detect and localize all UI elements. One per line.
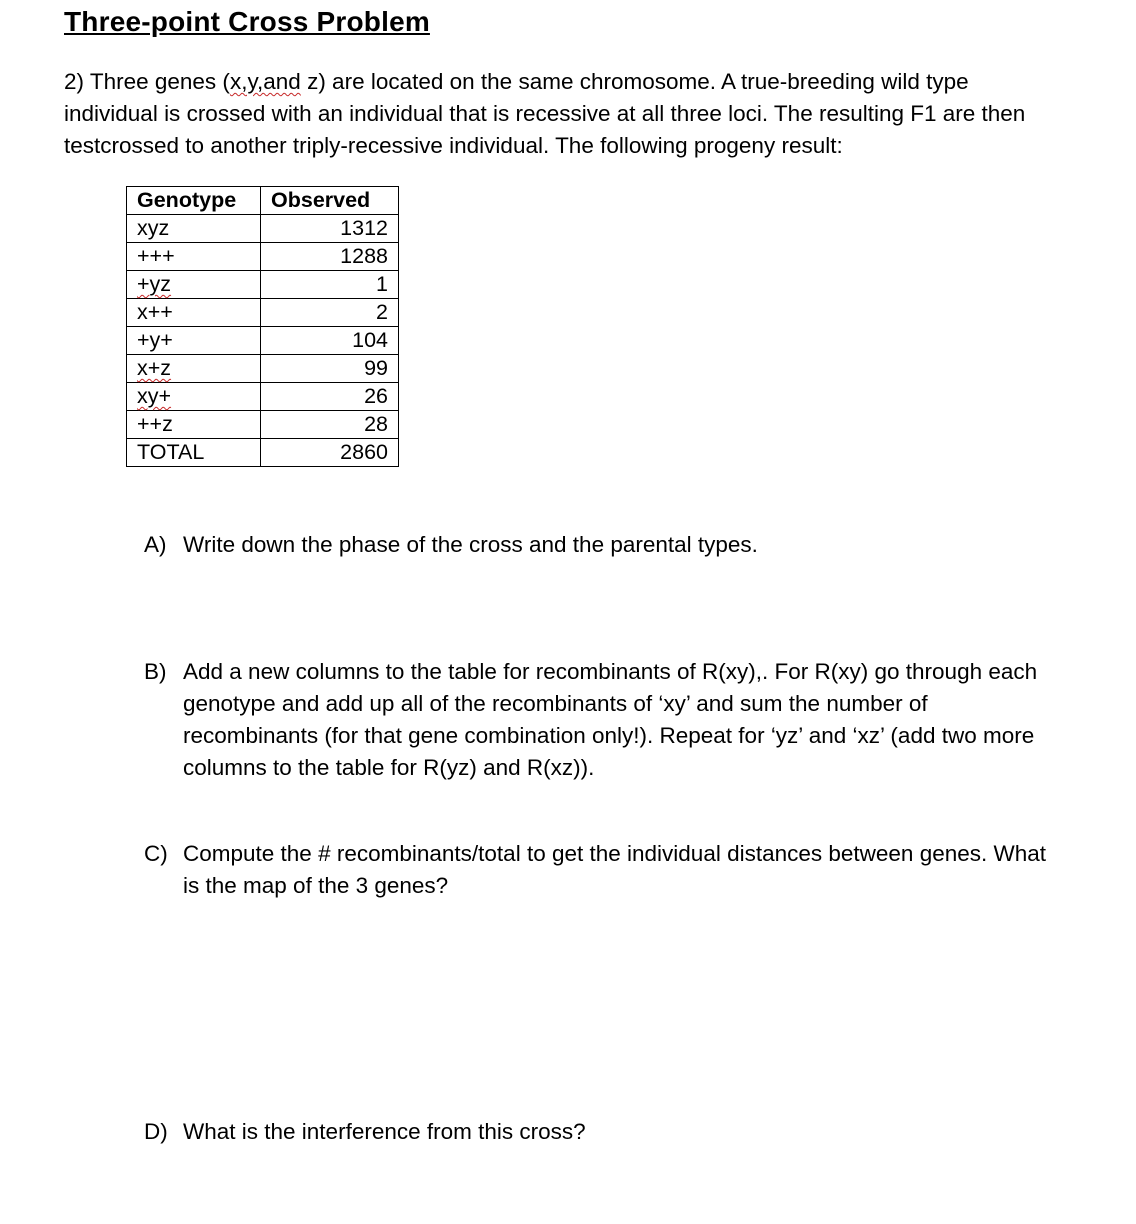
genotype-text: xy+	[137, 384, 172, 408]
question-d	[144, 1116, 1064, 1148]
observed-cell: 26	[261, 383, 399, 411]
question-b-text: Add a new columns to the table for recombinants of R(xy),. For R(xy) go through each genotype and add up all of the recombinants of ‘xy’ and sum the number of recombinants (for that gene combination only!). Repeat for ‘yz’ and ‘xz’ (add two more columns to the table for R(yz) and R(xz)).	[183, 659, 1038, 780]
question-c-text: Compute the # recombinants/total to get the individual distances between genes. What is the map of the 3 genes?	[183, 841, 1047, 898]
genotype-cell: x++	[127, 299, 261, 327]
table-row	[127, 355, 399, 383]
observed-cell: 2	[261, 299, 399, 327]
page-title: Three-point Cross Problem	[64, 6, 430, 37]
observed-cell: 99	[261, 355, 399, 383]
observed-header: Observed	[261, 187, 399, 215]
table-row	[127, 243, 399, 271]
table-header-row	[127, 187, 399, 215]
genotype-text: +yz	[137, 272, 172, 296]
observed-cell: 28	[261, 411, 399, 439]
genotype-cell	[127, 271, 261, 299]
question-d-text: What is the interference from this cross?	[183, 1119, 586, 1144]
genotype-text: x+z	[137, 356, 172, 380]
genotype-cell	[127, 355, 261, 383]
question-a-text: Write down the phase of the cross and the parental types.	[183, 532, 758, 557]
question-b	[144, 656, 1064, 784]
question-b-label: B)	[144, 659, 167, 684]
total-value-cell: 2860	[261, 439, 399, 467]
observed-cell: 104	[261, 327, 399, 355]
genotype-cell: +++	[127, 243, 261, 271]
genotype-cell: ++z	[127, 411, 261, 439]
table-row	[127, 383, 399, 411]
intro-prefix: 2) Three genes (	[64, 69, 230, 94]
intro-suffix: z) are located on the same chromosome. A true-breeding wild type individual is crossed with an individual that is recessive at all three loci. The resulting F1 are then testcrossed to another triply-recessive individual. The following progeny result:	[64, 69, 1026, 158]
question-c	[144, 838, 1064, 902]
table-row	[127, 215, 399, 243]
observed-cell: 1	[261, 271, 399, 299]
table-total-row	[127, 439, 399, 467]
observed-cell: 1312	[261, 215, 399, 243]
genotype-header: Genotype	[127, 187, 261, 215]
question-c-label: C)	[144, 841, 168, 866]
intro-genes: x,y,and	[229, 69, 301, 94]
table-row	[127, 327, 399, 355]
question-a-label: A)	[144, 532, 167, 557]
progeny-table	[126, 186, 399, 467]
question-a	[144, 529, 1064, 561]
genotype-cell	[127, 383, 261, 411]
table-row	[127, 299, 399, 327]
observed-cell: 1288	[261, 243, 399, 271]
question-d-label: D)	[144, 1119, 168, 1144]
table-row	[127, 411, 399, 439]
total-label-cell: TOTAL	[127, 439, 261, 467]
genotype-cell: xyz	[127, 215, 261, 243]
table-row	[127, 271, 399, 299]
genotype-cell: +y+	[127, 327, 261, 355]
problem-intro	[64, 66, 1064, 162]
